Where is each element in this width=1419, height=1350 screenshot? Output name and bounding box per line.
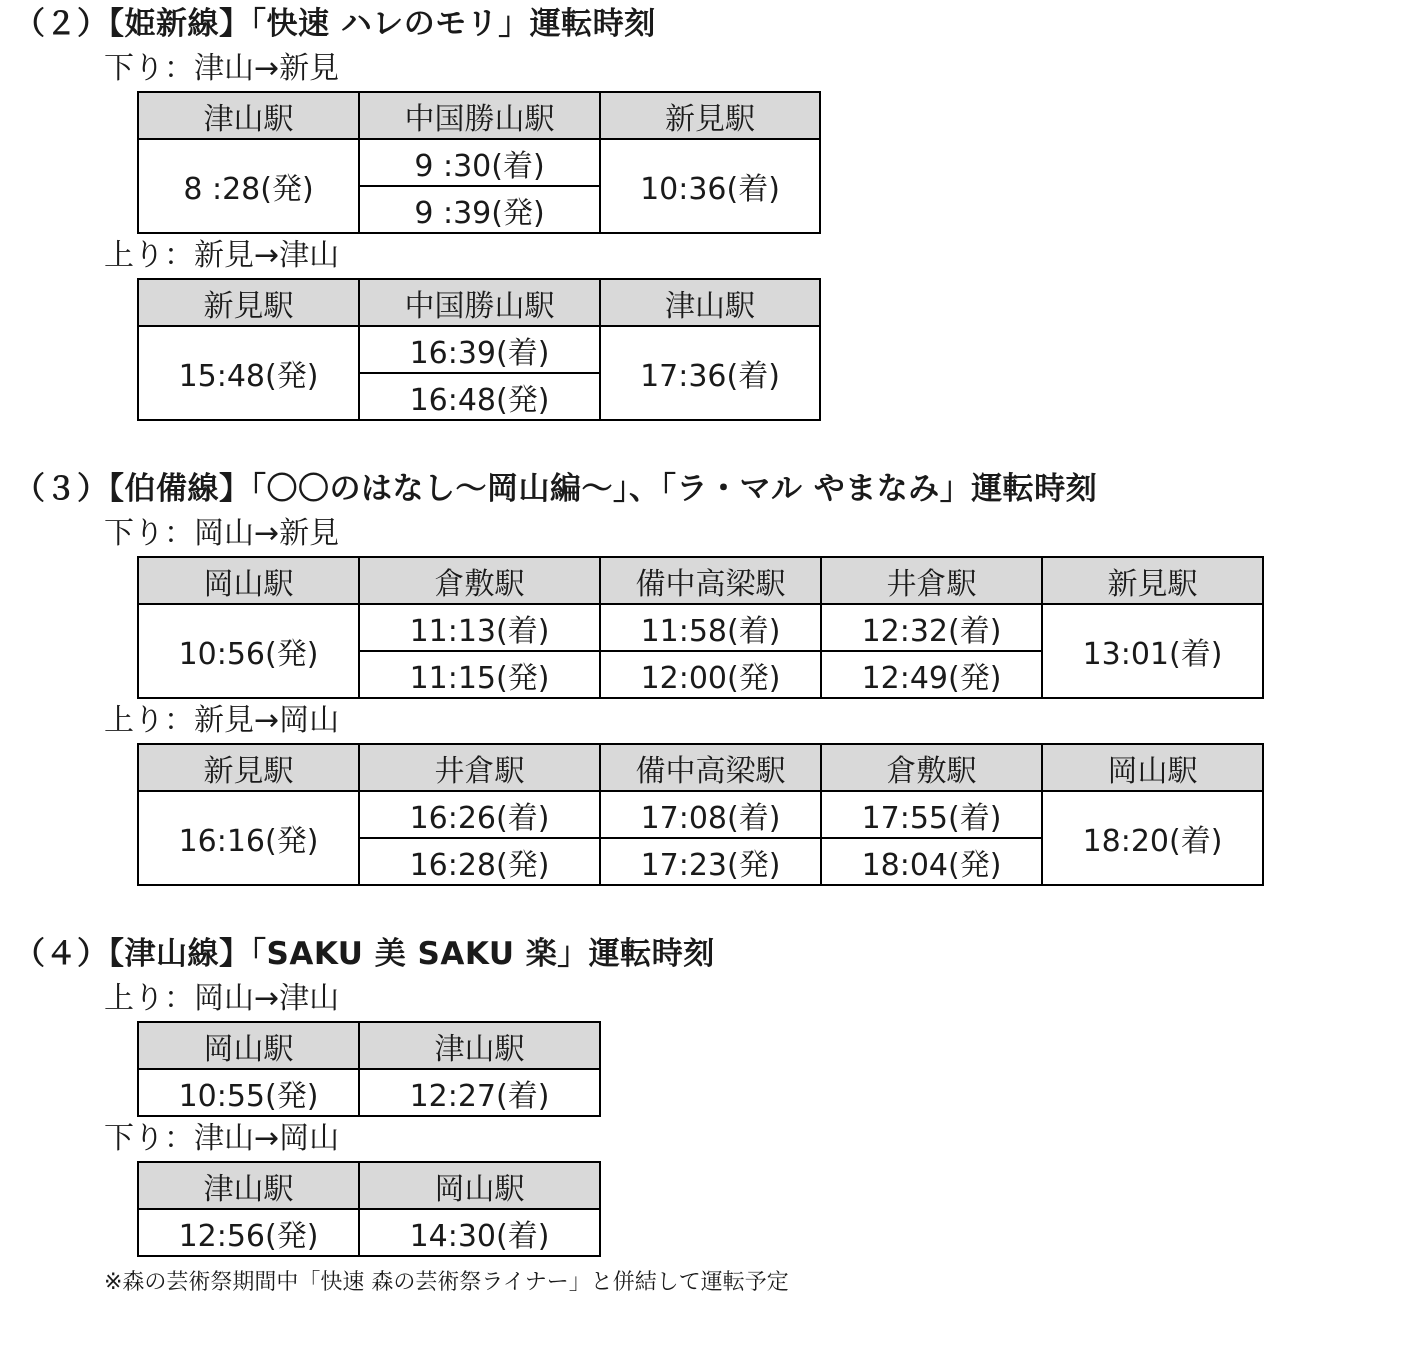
timetable-kishin-down [137, 91, 821, 234]
station-header: 新見駅 [138, 279, 359, 326]
station-header: 津山駅 [359, 1022, 600, 1069]
departure-time: 16:28(発) [359, 838, 600, 885]
section-heading-kishin: （２）【姫新線】「快速 ハレのモリ」運転時刻 [14, 6, 656, 42]
station-header: 備中高梁駅 [600, 744, 821, 791]
arrival-time: 9 :30(着) [359, 139, 600, 186]
timetable-tsuyama-down [137, 1161, 601, 1257]
station-header: 新見駅 [1042, 557, 1263, 604]
departure-time: 16:48(発) [359, 373, 600, 420]
arrival-time: 10:36(着) [600, 139, 820, 233]
departure-time: 12:56(発) [138, 1209, 359, 1256]
station-header: 井倉駅 [359, 744, 600, 791]
station-header: 岡山駅 [138, 1022, 359, 1069]
timetable-kishin-up [137, 278, 821, 421]
direction-label-up: 上り：新見→岡山 [104, 703, 340, 738]
departure-time: 15:48(発) [138, 326, 359, 420]
departure-time: 9 :39(発) [359, 186, 600, 233]
direction-label-down: 下り：津山→岡山 [104, 1121, 340, 1156]
station-header: 岡山駅 [1042, 744, 1263, 791]
departure-time: 8 :28(発) [138, 139, 359, 233]
direction-label-up: 上り：岡山→津山 [104, 981, 340, 1016]
station-header: 井倉駅 [821, 557, 1042, 604]
station-header: 中国勝山駅 [359, 92, 600, 139]
timetable-hakubi-down [137, 556, 1264, 699]
departure-time: 12:49(発) [821, 651, 1042, 698]
station-header: 新見駅 [600, 92, 820, 139]
departure-time: 11:15(発) [359, 651, 600, 698]
departure-time: 10:55(発) [138, 1069, 359, 1116]
station-header: 備中高梁駅 [600, 557, 821, 604]
station-header: 新見駅 [138, 744, 359, 791]
section-heading-hakubi: （３）【伯備線】「〇〇のはなし～岡山編～」、「ラ・マル やまなみ」運転時刻 [14, 471, 1098, 507]
station-header: 岡山駅 [138, 557, 359, 604]
arrival-time: 12:27(着) [359, 1069, 600, 1116]
station-header: 倉敷駅 [359, 557, 600, 604]
direction-label-down: 下り：岡山→新見 [104, 516, 340, 551]
station-header: 津山駅 [138, 1162, 359, 1209]
station-header: 津山駅 [600, 279, 820, 326]
section-heading-tsuyama: （４）【津山線】「SAKU 美 SAKU 楽」運転時刻 [14, 936, 715, 972]
footnote: ※森の芸術祭期間中「快速 森の芸術祭ライナー」と併結して運転予定 [104, 1270, 789, 1295]
arrival-time: 17:36(着) [600, 326, 820, 420]
arrival-time: 11:13(着) [359, 604, 600, 651]
station-header: 津山駅 [138, 92, 359, 139]
arrival-time: 14:30(着) [359, 1209, 600, 1256]
arrival-time: 16:39(着) [359, 326, 600, 373]
arrival-time: 11:58(着) [600, 604, 821, 651]
direction-label-down: 下り：津山→新見 [104, 51, 340, 86]
arrival-time: 17:08(着) [600, 791, 821, 838]
departure-time: 18:04(発) [821, 838, 1042, 885]
timetable-hakubi-up [137, 743, 1264, 886]
arrival-time: 16:26(着) [359, 791, 600, 838]
station-header: 岡山駅 [359, 1162, 600, 1209]
station-header: 中国勝山駅 [359, 279, 600, 326]
arrival-time: 17:55(着) [821, 791, 1042, 838]
departure-time: 17:23(発) [600, 838, 821, 885]
timetable-tsuyama-up [137, 1021, 601, 1117]
departure-time: 10:56(発) [138, 604, 359, 698]
arrival-time: 13:01(着) [1042, 604, 1263, 698]
station-header: 倉敷駅 [821, 744, 1042, 791]
arrival-time: 12:32(着) [821, 604, 1042, 651]
arrival-time: 18:20(着) [1042, 791, 1263, 885]
departure-time: 16:16(発) [138, 791, 359, 885]
departure-time: 12:00(発) [600, 651, 821, 698]
direction-label-up: 上り：新見→津山 [104, 238, 340, 273]
